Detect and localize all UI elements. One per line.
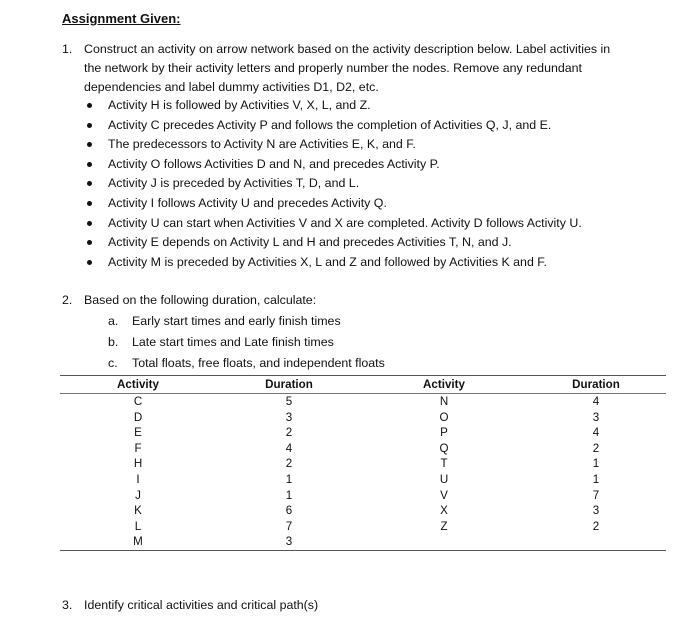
table-cell: F [134,441,142,455]
table-cell: 2 [592,519,600,533]
table-cell: 3 [216,534,362,550]
table-cell: 1 [285,472,293,486]
table-cell: 7 [285,519,293,533]
q2-intro: Based on the following duration, calculate: [84,293,317,307]
assignment-heading: Assignment Given: [62,11,181,26]
table-cell: N [439,395,449,408]
table-cell: 4 [285,441,293,455]
q1-intro-line: dependencies and label dummy activities D1, D2, etc. [84,80,379,94]
table-cell: 2 [285,426,293,440]
table-row [60,519,666,535]
list-item: Activity I follows Activity U and precedes Activity Q. [84,194,582,214]
table-cell: 7 [592,488,600,502]
table-row [60,441,666,457]
table-cell: 3 [592,410,600,424]
subitem-marker: b. [108,335,119,349]
list-item: The predecessors to Activity N are Activities E, K, and F. [84,135,582,155]
table-cell [362,534,526,550]
duration-table [60,375,666,551]
table-row [60,472,666,488]
table-cell: U [439,472,449,486]
list-item [108,353,385,374]
table-cell: X [440,504,448,518]
list-item: Activity C precedes Activity P and follows the completion of Activities Q, J, and E. [84,116,582,136]
q2-number: 2. [62,293,73,307]
table-cell: 1 [592,472,600,486]
table-row [60,410,666,426]
table-row [60,394,666,410]
list-item: Activity E depends on Activity L and H and precedes Activities T, N, and J. [84,233,582,253]
table-cell: C [133,395,143,408]
q1-intro-line: the network by their activity letters and properly number the nodes. Remove any redundant [84,61,582,75]
q2-subitem-list [108,311,385,374]
column-header: Duration [526,376,666,394]
q3 [62,598,318,612]
list-item: Activity U can start when Activities V and X are completed. Activity D follows Activity U. [84,214,582,234]
subitem-marker: c. [108,356,118,370]
q3-number: 3. [62,598,73,612]
q1-intro [84,40,684,97]
table-cell: I [136,472,140,486]
subitem-text: Early start times and early finish times [132,314,341,328]
table-cell: 3 [592,504,600,518]
list-item [108,332,385,353]
list-item: Activity J is preceded by Activities T, D, and L. [84,174,582,194]
table-cell: 3 [285,410,293,424]
q1-number: 1. [62,42,73,56]
table-cell: K [134,504,142,518]
list-item: Activity M is preceded by Activities X, L and Z and followed by Activities K and F. [84,253,582,273]
table-cell: 6 [285,504,293,518]
column-header: Duration [216,376,362,394]
table-cell: J [135,488,141,502]
table-cell [526,534,666,550]
q1-bullet-list [84,96,582,272]
table-cell: M [60,534,216,550]
table-cell: P [440,426,448,440]
table-cell: Z [440,519,448,533]
q1-intro-line: Construct an activity on arrow network based on the activity description below. Label activities in [84,42,611,56]
table-row [60,425,666,441]
table-cell: Q [439,441,449,455]
table-cell: 1 [592,457,600,471]
q3-text: Identify critical activities and critical path(s) [84,598,319,612]
table-cell: 5 [285,395,293,408]
list-item [108,311,385,332]
table-row [60,488,666,504]
table-cell: 2 [592,441,600,455]
table-cell: T [440,457,448,471]
table-header-row [60,376,666,394]
table-cell: H [133,457,143,471]
list-item: Activity O follows Activities D and N, and precedes Activity P. [84,155,582,175]
subitem-text: Late start times and Late finish times [132,335,334,349]
table-cell: 4 [592,395,600,408]
table-row [60,503,666,519]
table-cell: 4 [592,426,600,440]
subitem-marker: a. [108,314,119,328]
table-cell: 1 [285,488,293,502]
table-cell: L [134,519,142,533]
table-cell: 2 [285,457,293,471]
table-cell: V [440,488,448,502]
list-item: Activity H is followed by Activities V, X, L, and Z. [84,96,582,116]
table-cell: D [133,410,143,424]
column-header: Activity [60,376,216,394]
table-row [60,456,666,472]
column-header: Activity [362,376,526,394]
table-row [60,534,666,550]
table-cell: O [439,410,449,424]
table-cell: E [134,426,142,440]
subitem-text: Total floats, free floats, and independent floats [132,356,385,370]
